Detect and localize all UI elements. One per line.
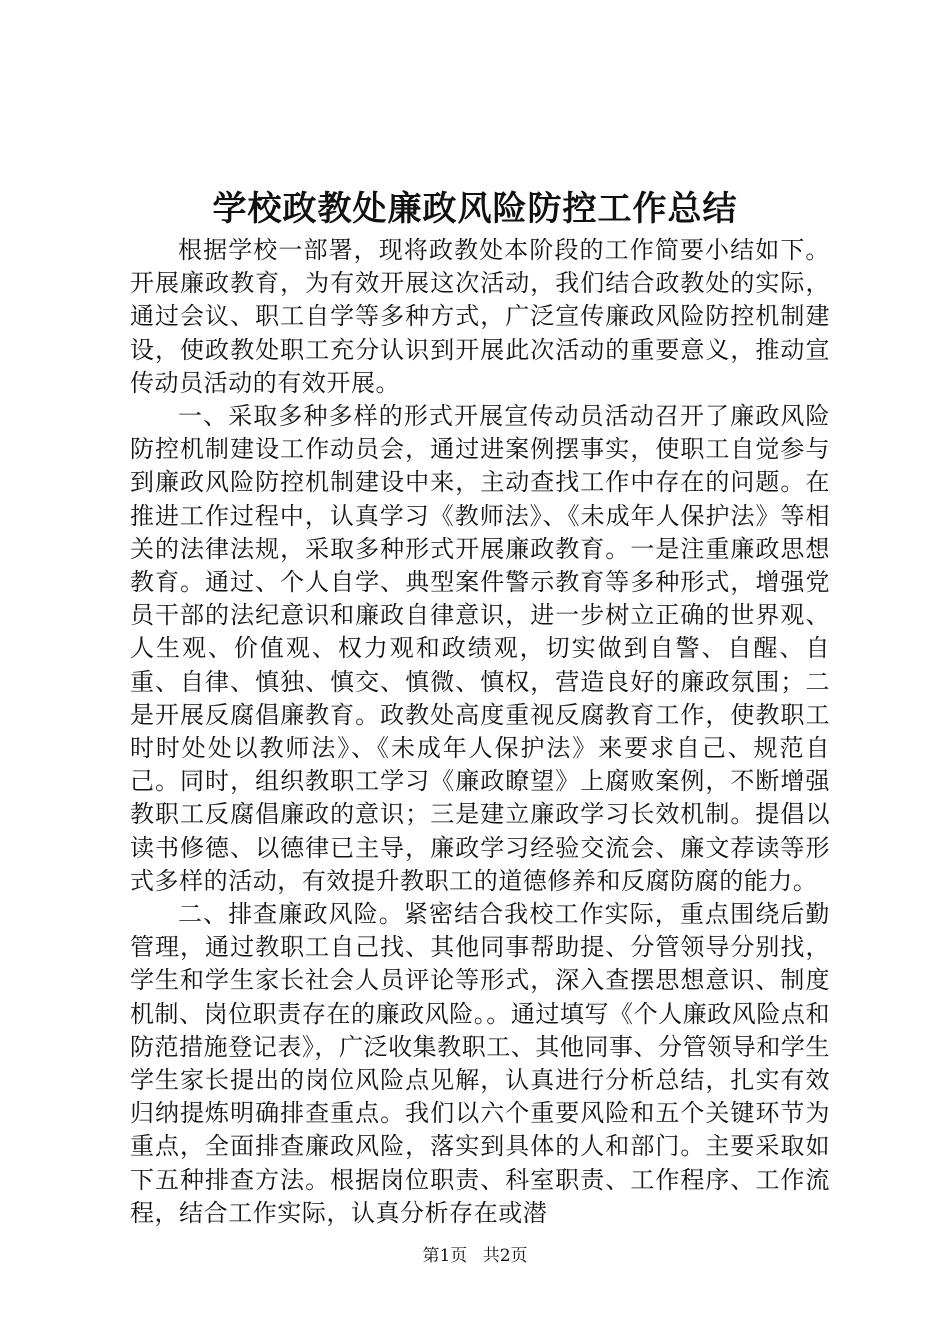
paragraph-intro: 根据学校一部署，现将政教处本阶段的工作简要小结如下。开展廉政教育，为有效开展这次活动，我们结合政教处的实际，通过会议、职工自学等多种方式，广泛宣传廉政风险防控机制建设，使政教处职工充分认识到开展此次活动的重要意义，推动宣传动员活动的有效开展。 — [130, 236, 830, 397]
page-footer — [0, 1244, 950, 1268]
paragraph-section-1: 一、采取多种多样的形式开展宣传动员活动召开了廉政风险防控机制建设工作动员会，通过进案例摆事实，使职工自觉参与到廉政风险防控机制建设中来，主动查找工作中存在的问题。在推进工作过程中，认真学习《教师法》、《未成年人保护法》等相关的法律法规，采取多种形式开展廉政教育。一是注重廉政思想教育。通过、个人自学、典型案件警示教育等多种形式，增强党员干部的法纪意识和廉政自律意识，进一步树立正确的世界观、人生观、价值观、权力观和政绩观，切实做到自警、自醒、自重、自律、慎独、慎交、慎微、慎权，营造良好的廉政氛围；二是开展反腐倡廉教育。政教处高度重视反腐教育工作，使教职工时时处处以教师法》、《未成年人保护法》来要求自己、规范自己。同时，组织教职工学习《廉政瞭望》上腐败案例，不断增强教职工反腐倡廉政的意识；三是建立廉政学习长效机制。提倡以读书修德、以德律已主导，廉政学习经验交流会、廉文荐读等形式多样的活动，有效提升教职工的道德修养和反腐防腐的能力。 — [130, 402, 830, 895]
paragraph-section-2: 二、排查廉政风险。紧密结合我校工作实际，重点围绕后勤管理，通过教职工自己找、其他同事帮助提、分管领导分别找，学生和学生家长社会人员评论等形式，深入查摆思想意识、制度机制、岗位职责存在的廉政风险。。通过填写《个人廉政风险点和防范措施登记表》，广泛收集教职工、其他同事、分管领导和学生学生家长提出的岗位风险点见解，认真进行分析总结，扎实有效归纳提炼明确排查重点。我们以六个重要风险和五个关键环节为重点，全面排查廉政风险，落实到具体的人和部门。主要采取如下五种排查方法。根据岗位职责、科室职责、工作程序、工作流程，结合工作实际，认真分析存在或潜 — [130, 900, 830, 1227]
document-title: 学校政教处廉政风险防控工作总结 — [212, 189, 738, 229]
page-number-current: 第1页 — [422, 1246, 468, 1266]
page-number-total: 共2页 — [482, 1246, 528, 1266]
document-body — [130, 234, 830, 1230]
